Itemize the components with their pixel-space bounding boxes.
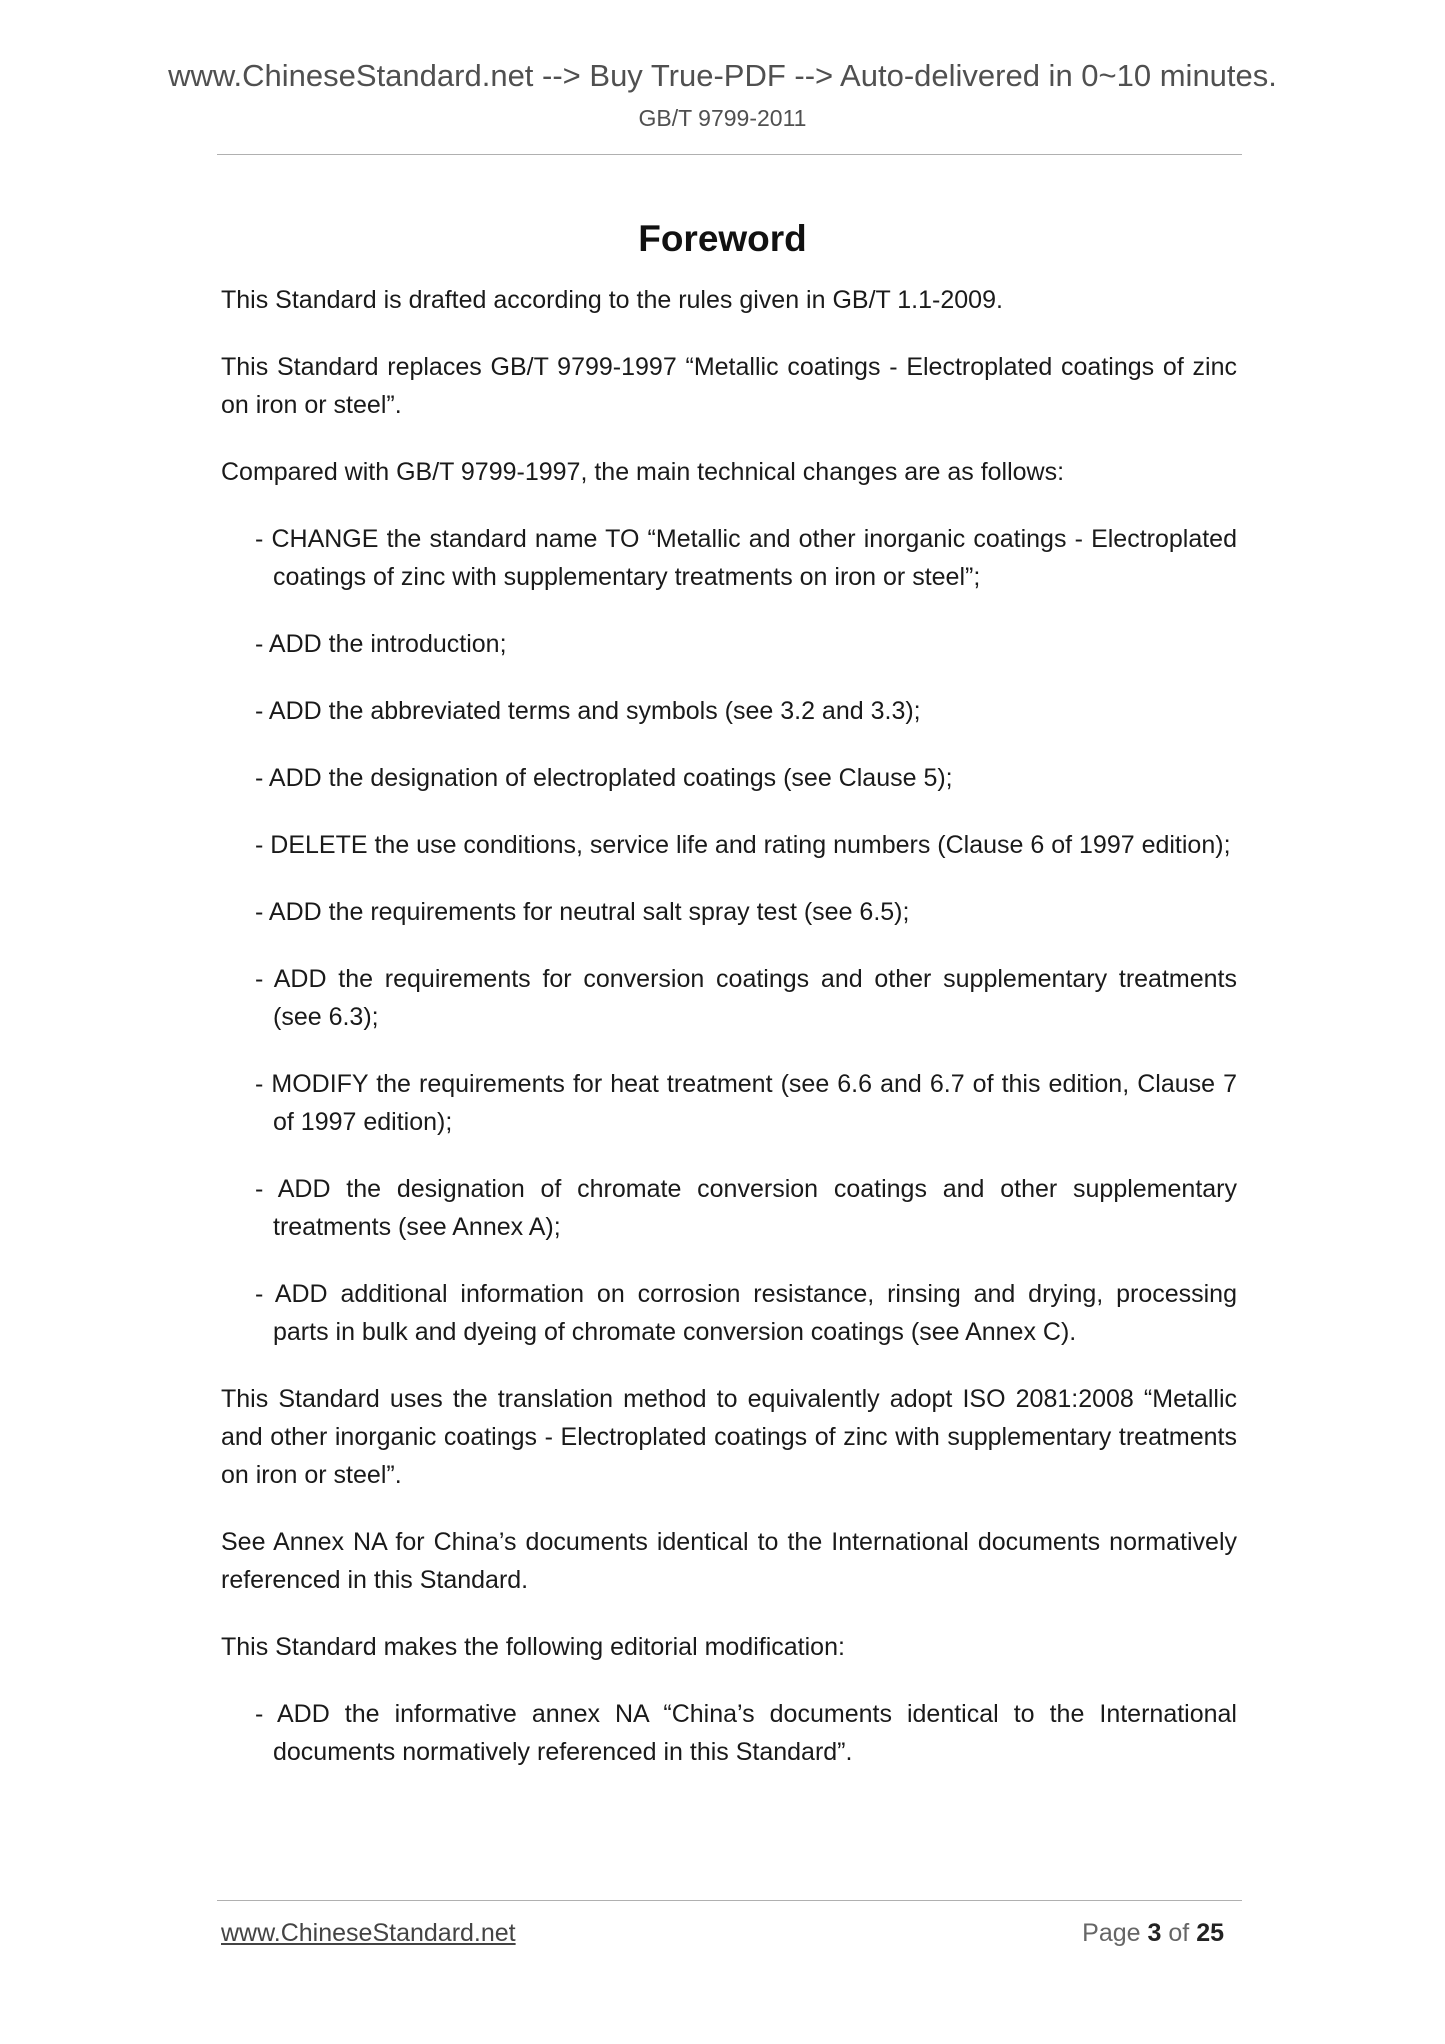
standard-code: GB/T 9799-2011 <box>638 105 807 131</box>
footer-divider <box>217 1900 1242 1901</box>
foreword-body <box>221 281 1237 1800</box>
list-item: - DELETE the use conditions, service life and rating numbers (Clause 6 of 1997 edition); <box>255 831 1231 859</box>
list-item: - ADD the designation of electroplated coatings (see Clause 5); <box>255 764 953 792</box>
page-of-label: of <box>1168 1919 1190 1947</box>
list-item: - ADD the requirements for conversion coatings and other supplementary treatments (see 6.3); <box>255 965 1237 1031</box>
paragraph: This Standard is drafted according to the rules given in GB/T 1.1-2009. <box>221 286 1003 314</box>
paragraph: This Standard uses the translation method to equivalently adopt ISO 2081:2008 “Metallic and other inorganic coatings - Electroplated coatings of zinc with supplementary treatments on iron or steel”. <box>221 1385 1237 1489</box>
list-item: - ADD the introduction; <box>255 630 507 658</box>
list-item: - ADD the abbreviated terms and symbols (see 3.2 and 3.3); <box>255 697 921 725</box>
list-item: - ADD the requirements for neutral salt spray test (see 6.5); <box>255 898 910 926</box>
total-pages: 25 <box>1196 1919 1224 1947</box>
paragraph: Compared with GB/T 9799-1997, the main technical changes are as follows: <box>221 458 1065 486</box>
list-item: - ADD the designation of chromate conversion coatings and other supplementary treatments (see Annex A); <box>255 1175 1237 1241</box>
list-item: - CHANGE the standard name TO “Metallic and other inorganic coatings - Electroplated coatings of zinc with supplementary treatments on iron or steel”; <box>255 525 1237 591</box>
list-item: - ADD the informative annex NA “China’s documents identical to the International documents normatively referenced in this Standard”. <box>255 1700 1237 1766</box>
footer-website-link[interactable]: www.ChineseStandard.net <box>221 1919 516 1947</box>
current-page: 3 <box>1147 1919 1162 1947</box>
page-number <box>1082 1917 1224 1949</box>
page-title: Foreword <box>638 217 807 259</box>
list-item: - MODIFY the requirements for heat treatment (see 6.6 and 6.7 of this edition, Clause 7 of 1997 edition); <box>255 1070 1237 1136</box>
paragraph: This Standard replaces GB/T 9799-1997 “Metallic coatings - Electroplated coatings of zinc on iron or steel”. <box>221 353 1237 419</box>
header-divider <box>217 154 1242 155</box>
list-item: - ADD additional information on corrosion resistance, rinsing and drying, processing parts in bulk and dyeing of chromate conversion coatings (see Annex C). <box>255 1280 1237 1346</box>
header-banner: www.ChineseStandard.net --> Buy True-PDF --> Auto-delivered in 0~10 minutes. <box>168 58 1277 93</box>
page-label: Page <box>1082 1919 1141 1947</box>
paragraph: See Annex NA for China’s documents identical to the International documents normatively referenced in this Standard. <box>221 1528 1237 1594</box>
paragraph: This Standard makes the following editorial modification: <box>221 1633 845 1661</box>
